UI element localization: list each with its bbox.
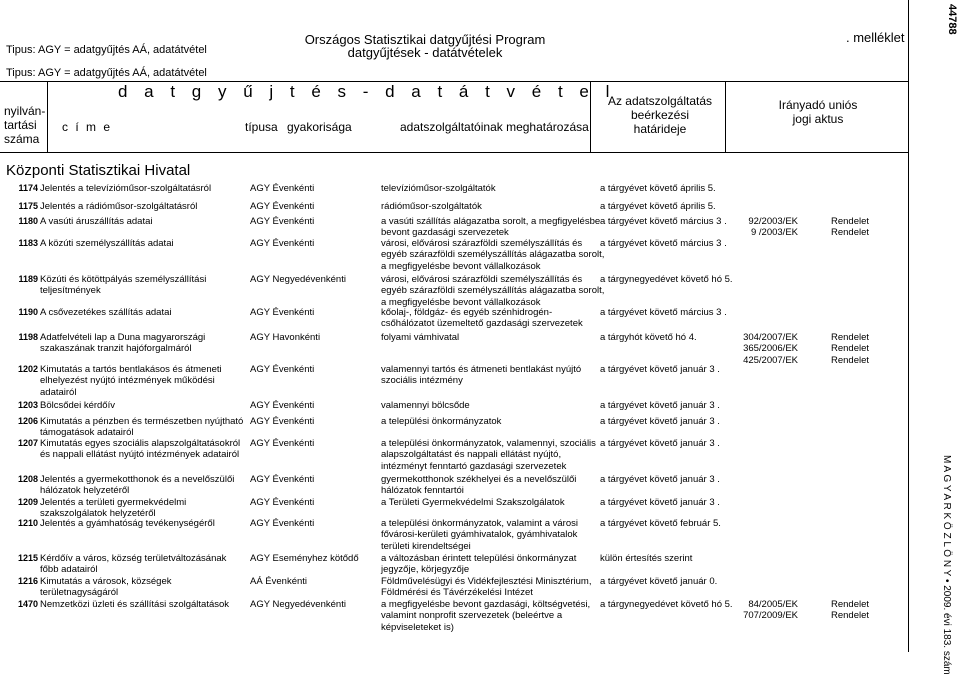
row-number: 1190 [18,307,38,317]
row-providers: városi, elővárosi szárazföldi személyszállítás és egyéb szárazföldi személyszállítás alágazatba sorolt, a megfigyelésbe bevont vállalkozások [381,238,605,272]
row-title: Jelentés a gyermekotthonok és a nevelőszülői hálózatok helyzetéről [40,474,235,497]
row-deadline: a tárgyévet követő január 3 . [600,400,720,411]
header-divider-4 [908,0,909,652]
col-gyakorisaga: gyakorisága [287,120,352,134]
row-providers: a települési önkormányzatok, valamint a városi fővárosi-kerületi gyámhivatalok, gyámhivatalok területi kirendeltségei [381,518,578,552]
row-number: 1208 [17,474,38,484]
row-type: AGY Évenkénti [250,201,315,212]
row-title: A közúti személyszállítás adatai [40,238,174,249]
row-type: AGY Negyedévenkénti [250,274,346,285]
row-number: 1206 [17,416,38,426]
row-eu-act: 92/2003/EK 9 /2003/EK [748,216,798,239]
row-type: AGY Évenkénti [250,364,315,375]
row-providers: Földművelésügyi és Vidékfejlesztési Minisztérium, Földmérési és Távérzékelési Intézet [381,576,592,599]
row-type: AGY Évenkénti [250,518,315,529]
row-type: AGY Évenkénti [250,238,315,249]
row-number: 1470 [17,599,38,609]
annex-label: . melléklet [846,30,905,45]
row-title: A vasúti áruszállítás adatai [40,216,153,227]
row-title: Kimutatás a városok, községek területnagyságáról [40,576,172,599]
section-title: Központi Statisztikai Hivatal [6,162,191,179]
row-deadline: külön értesítés szerint [600,553,693,564]
row-deadline: a tárgynegyedévet követő hó 5. [600,599,733,610]
col-jogi: Irányadó uniós jogi aktus [778,98,858,126]
row-providers: a Területi Gyermekvédelmi Szakszolgálatok [381,497,565,508]
row-type: AGY Havonkénti [250,332,321,343]
row-number: 1180 [18,216,38,226]
row-providers: valamennyi bölcsőde [381,400,470,411]
row-title: Kimutatás egyes szociális alapszolgáltatásokról és nappali ellátást nyújtó intézmények adatairól [40,438,241,461]
row-deadline: a tárgyévet követő március 3 . [600,238,727,249]
row-number: 1210 [17,518,38,528]
row-deadline: a tárgyévet követő február 5. [600,518,721,529]
row-deadline: a tárgyévet követő április 5. [600,201,716,212]
row-providers: a változásban érintett települési önkormányzat jegyzője, körjegyzője [381,553,577,576]
row-title: Jelentés a területi gyermekvédelmi szakszolgálatok helyzetéről [40,497,187,520]
row-number: 1203 [17,400,38,410]
row-type: AGY Évenkénti [250,438,315,449]
header-bottom-line [0,152,908,153]
row-deadline: a tárgynegyedévet követő hó 5. [600,274,733,285]
row-deadline: a tárgyévet követő január 3 . [600,438,720,449]
row-deadline: a tárgyévet követő január 0. [600,576,718,587]
row-providers: a vasúti szállítás alágazatba sorolt, a megfigyelésbe bevont gazdasági szervezetek [381,216,601,239]
row-eu-act-type: Rendelet Rendelet [831,599,870,622]
tipus-legend: Tipus: AGY = adatgyűjtés AÁ, adatátvétel [6,44,207,56]
header-divider-1 [47,81,48,152]
row-number: 1209 [17,497,38,507]
tipus-legend-2: Tipus: AGY = adatgyűjtés AÁ, adatátvétel [6,67,207,79]
row-number: 1189 [18,274,38,284]
row-type: AÁ Évenkénti [250,576,308,587]
row-number: 1202 [17,364,38,374]
row-title: Jelentés a rádióműsor-szolgáltatásról [40,201,198,212]
row-type: AGY Évenkénti [250,416,315,427]
row-deadline: a tárgyévet követő január 3 . [600,364,720,375]
row-type: AGY Évenkénti [250,307,315,318]
row-title: Bölcsődei kérdőív [40,400,115,411]
row-deadline: a tárgyévet követő január 3 . [600,416,720,427]
row-eu-act-type: Rendelet Rendelet Rendelet [831,332,870,366]
header-divider-3 [725,81,726,152]
row-providers: városi, elővárosi szárazföldi személyszállítás és egyéb szárazföldi személyszállítás alágazatba sorolt, a megfigyelésbe bevont vállalkozások [381,274,605,308]
row-title: Kimutatás a tartós bentlakásos és átmeneti elhelyezést nyújtó intézmények működési adatairól [40,364,222,398]
row-providers: a települési önkormányzatok [381,416,502,427]
row-number: 1183 [18,238,38,248]
row-providers: a megfigyelésbe bevont gazdasági, költségvetési, valamint nonprofit szervezetek (beleértve a képviseleteket is) [381,599,591,633]
col-hatarido: Az adatszolgáltatás beérkezési határideje [607,94,713,136]
row-eu-act: 84/2005/EK 707/2009/EK [743,599,798,622]
row-type: AGY Évenkénti [250,183,315,194]
row-providers: a települési önkormányzatok, valamennyi, szociális alapszolgáltatást és nappali ellátást nyújtó, intézményt fenntartó gazdasági szervezetek [381,438,596,472]
row-number: 1175 [18,201,38,211]
col-tipusa: típusa [245,120,278,134]
row-number: 1215 [17,553,38,563]
row-deadline: a tárgyévet követő március 3 . [600,307,727,318]
row-number: 1216 [17,576,38,586]
row-deadline: a tárgyévet követő január 3 . [600,474,720,485]
row-providers: valamennyi tartós és átmeneti bentlakást nyújtó szociális intézmény [381,364,582,387]
row-providers: rádióműsor-szolgáltatók [381,201,482,212]
row-number: 1174 [18,183,38,193]
row-eu-act: 304/2007/EK 365/2006/EK 425/2007/EK [743,332,798,366]
row-title: Adatfelvételi lap a Duna magyarországi szakaszának tranzit hajóforgalmáról [40,332,206,355]
row-deadline: a tárgyévet követő március 3 . [600,216,727,227]
row-type: AGY Évenkénti [250,216,315,227]
program-subtitle: datgyűjtések - datátvételek [347,45,503,60]
page-number: 44788 [946,4,958,35]
row-number: 1207 [17,438,38,448]
row-title: Nemzetközi üzleti és szállítási szolgáltatások [40,599,230,610]
row-providers: televízióműsor-szolgáltatók [381,183,496,194]
row-title: Jelentés a gyámhatóság tevékenységéről [40,518,215,529]
row-eu-act-type: Rendelet Rendelet [831,216,870,239]
journal-side-label: M A G Y A R K Ö Z L Ö N Y • 2009. évi 183. szám [941,455,952,675]
row-number: 1198 [18,332,38,342]
row-type: AGY Eseményhez kötődő [250,553,359,564]
row-title: Közúti és kötöttpályás személyszállítási teljesítmények [40,274,207,297]
row-title: A csővezetékes szállítás adatai [40,307,172,318]
row-deadline: a tárgyévet követő április 5. [600,183,716,194]
row-deadline: a tárgyévet követő január 3 . [600,497,720,508]
row-type: AGY Évenkénti [250,474,315,485]
col-nyilvantartasi: nyilván- tartási száma [4,104,46,146]
spaced-heading: d a t g y ű j t é s - d a t á t v é t e l [118,82,616,101]
row-providers: kőolaj-, földgáz- és egyéb szénhidrogén- csőhálózatot üzemeltető gazdasági szervezetek [381,307,583,330]
col-adatszolgaltatok: adatszolgáltatóinak meghatározása [400,120,589,134]
row-providers: gyermekotthonok székhelyei és a nevelőszülői hálózatok fenntartói [381,474,577,497]
row-title: Kérdőív a város, község területváltozásának főbb adatairól [40,553,227,576]
row-type: AGY Évenkénti [250,400,315,411]
row-title: Jelentés a televízióműsor-szolgáltatásról [40,183,212,194]
row-deadline: a tárgyhót követő hó 4. [600,332,697,343]
row-type: AGY Negyedévenkénti [250,599,346,610]
col-cim: c í m e [62,120,113,134]
program-title: Országos Statisztikai datgyűjtési Program [304,32,546,47]
row-providers: folyami vámhivatal [381,332,460,343]
row-type: AGY Évenkénti [250,497,315,508]
row-title: Kimutatás a pénzben és természetben nyújtható támogatások adatairól [40,416,244,439]
